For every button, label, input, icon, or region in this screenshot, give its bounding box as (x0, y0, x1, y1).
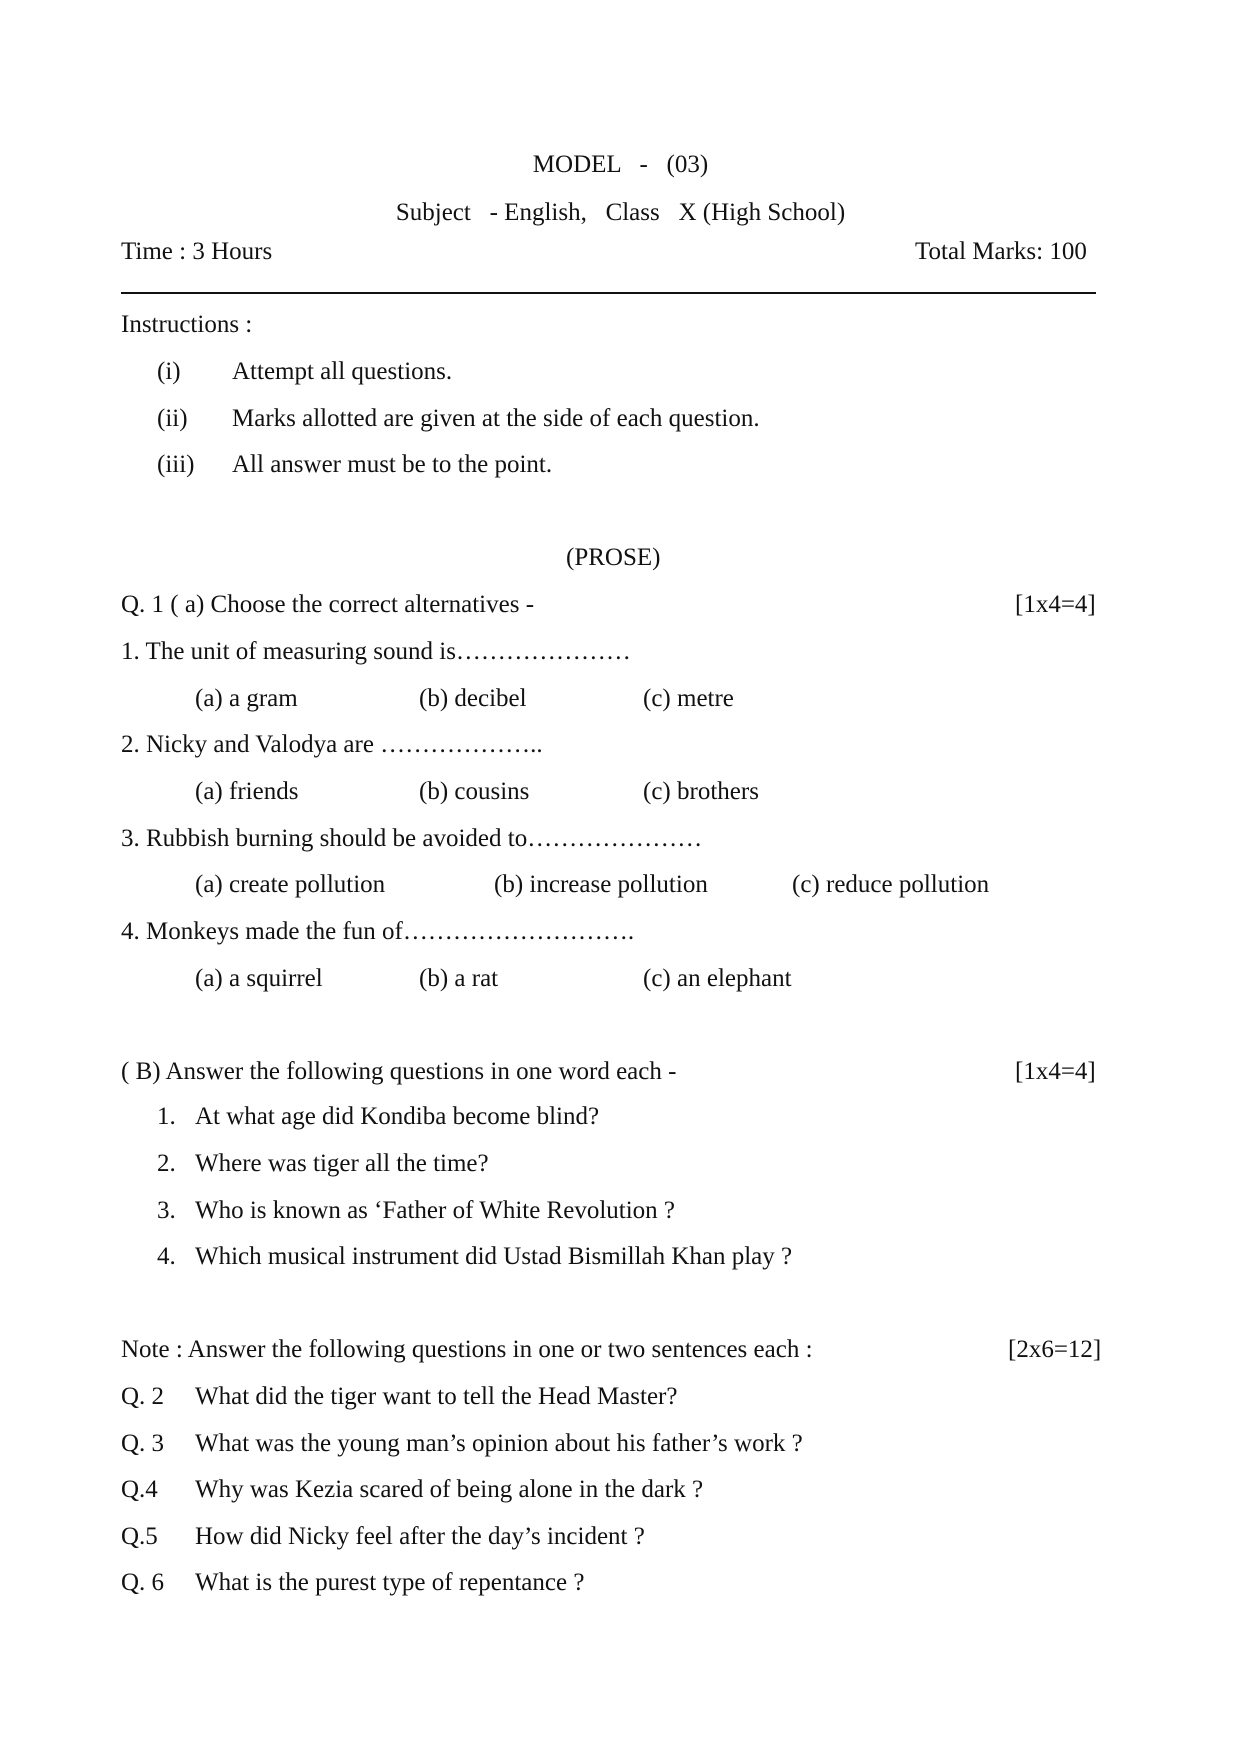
q1b-title: ( B) Answer the following questions in one word each - (121, 1058, 677, 1085)
one-word-number: 4. (157, 1243, 176, 1270)
short-answer-number: Q. 3 (121, 1430, 165, 1457)
mcq-option: (b) increase pollution (494, 871, 708, 898)
instruction-text: Marks allotted are given at the side of each question. (232, 405, 760, 432)
mcq-option: (c) brothers (643, 778, 759, 805)
one-word-question: At what age did Kondiba become blind? (195, 1103, 600, 1130)
mcq-option: (c) reduce pollution (792, 871, 990, 898)
instruction-text: All answer must be to the point. (232, 451, 553, 478)
mcq-option: (b) a rat (419, 965, 499, 992)
instruction-text: Attempt all questions. (232, 358, 453, 385)
total-marks-label: Total Marks: 100 (915, 238, 1087, 265)
mcq-option: (b) decibel (419, 685, 527, 712)
mcq-option: (a) a squirrel (195, 965, 323, 992)
short-answer-number: Q. 6 (121, 1569, 165, 1596)
note-marks: [2x6=12] (1008, 1336, 1102, 1363)
mcq-option: (c) an elephant (643, 965, 792, 992)
mcq-question: 3. Rubbish burning should be avoided to………………… (121, 825, 703, 852)
instructions-heading: Instructions : (121, 311, 253, 338)
mcq-option: (b) cousins (419, 778, 530, 805)
one-word-question: Where was tiger all the time? (195, 1150, 489, 1177)
mcq-question: 4. Monkeys made the fun of………………………. (121, 918, 635, 945)
short-answer-question: Why was Kezia scared of being alone in the dark ? (195, 1476, 704, 1503)
mcq-option: (a) create pollution (195, 871, 386, 898)
short-answer-question: What is the purest type of repentance ? (195, 1569, 585, 1596)
instruction-number: (iii) (157, 451, 195, 478)
one-word-number: 3. (157, 1197, 176, 1224)
one-word-question: Who is known as ‘Father of White Revolution ? (195, 1197, 676, 1224)
short-answer-number: Q.5 (121, 1523, 158, 1550)
section-title: (PROSE) (566, 544, 661, 571)
one-word-number: 1. (157, 1103, 176, 1130)
instruction-number: (ii) (157, 405, 188, 432)
short-answer-number: Q. 2 (121, 1383, 165, 1410)
mcq-option: (a) a gram (195, 685, 298, 712)
mcq-option: (c) metre (643, 685, 734, 712)
short-answer-question: What was the young man’s opinion about his father’s work ? (195, 1430, 803, 1457)
q1a-marks: [1x4=4] (1015, 591, 1096, 618)
mcq-question: 2. Nicky and Valodya are ……………….. (121, 731, 543, 758)
subject-line: Subject - English, Class X (High School) (395, 199, 846, 226)
time-label: Time : 3 Hours (121, 238, 273, 265)
mcq-option: (a) friends (195, 778, 299, 805)
model-title: MODEL - (03) (532, 151, 709, 178)
one-word-number: 2. (157, 1150, 176, 1177)
one-word-question: Which musical instrument did Ustad Bismillah Khan play ? (195, 1243, 793, 1270)
short-answer-question: How did Nicky feel after the day’s incident ? (195, 1523, 645, 1550)
instruction-number: (i) (157, 358, 181, 385)
q1a-title: Q. 1 ( a) Choose the correct alternatives - (121, 591, 535, 618)
header-divider (121, 292, 1096, 294)
short-answer-number: Q.4 (121, 1476, 158, 1503)
note-text: Note : Answer the following questions in one or two sentences each : (121, 1336, 813, 1363)
q1b-marks: [1x4=4] (1015, 1058, 1096, 1085)
short-answer-question: What did the tiger want to tell the Head Master? (195, 1383, 678, 1410)
mcq-question: 1. The unit of measuring sound is………………… (121, 638, 631, 665)
